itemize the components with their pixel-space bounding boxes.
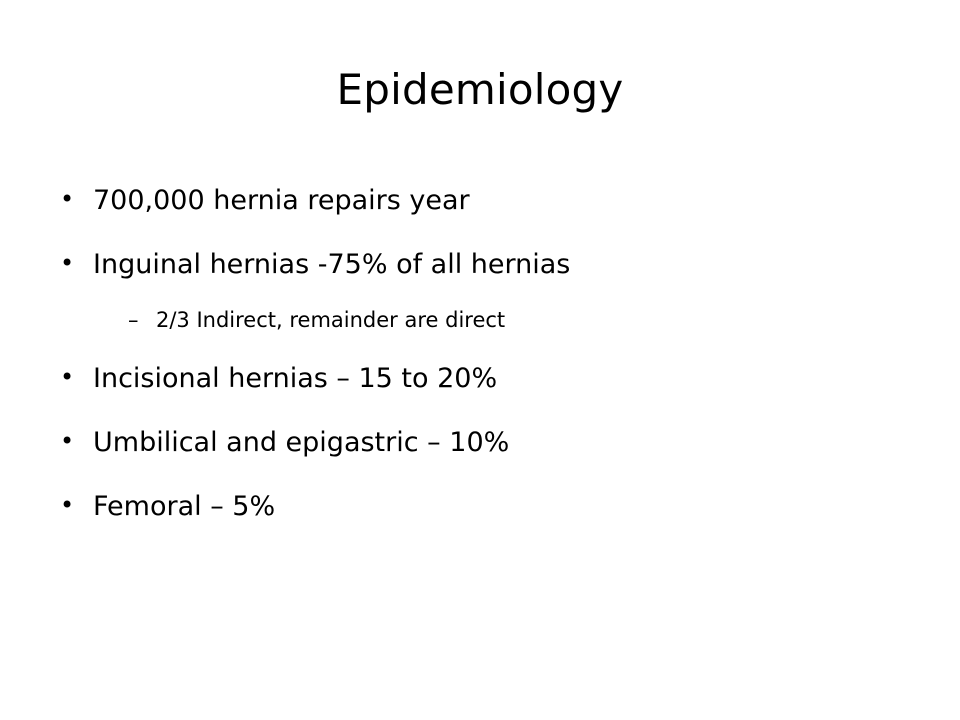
sub-bullet-text: 2/3 Indirect, remainder are direct bbox=[156, 308, 506, 332]
bullet-item bbox=[60, 180, 470, 220]
bullet-marker: • bbox=[60, 185, 75, 213]
bullet-item bbox=[60, 244, 570, 284]
slide-title: Epidemiology bbox=[336, 65, 624, 114]
sub-bullet-item bbox=[128, 304, 505, 336]
bullet-text: Incisional hernias – 15 to 20% bbox=[93, 362, 498, 394]
sub-bullet-marker: – bbox=[128, 308, 139, 332]
bullet-marker: • bbox=[60, 427, 75, 455]
bullet-item bbox=[60, 358, 497, 398]
bullet-text: Inguinal hernias -75% of all hernias bbox=[93, 248, 571, 280]
bullet-marker: • bbox=[60, 363, 75, 391]
bullet-item bbox=[60, 486, 275, 526]
bullet-marker: • bbox=[60, 249, 75, 277]
bullet-marker: • bbox=[60, 491, 75, 519]
bullet-text: Femoral – 5% bbox=[93, 490, 276, 522]
bullet-text: 700,000 hernia repairs year bbox=[93, 184, 470, 216]
bullet-item bbox=[60, 422, 509, 462]
bullet-text: Umbilical and epigastric – 10% bbox=[93, 426, 510, 458]
